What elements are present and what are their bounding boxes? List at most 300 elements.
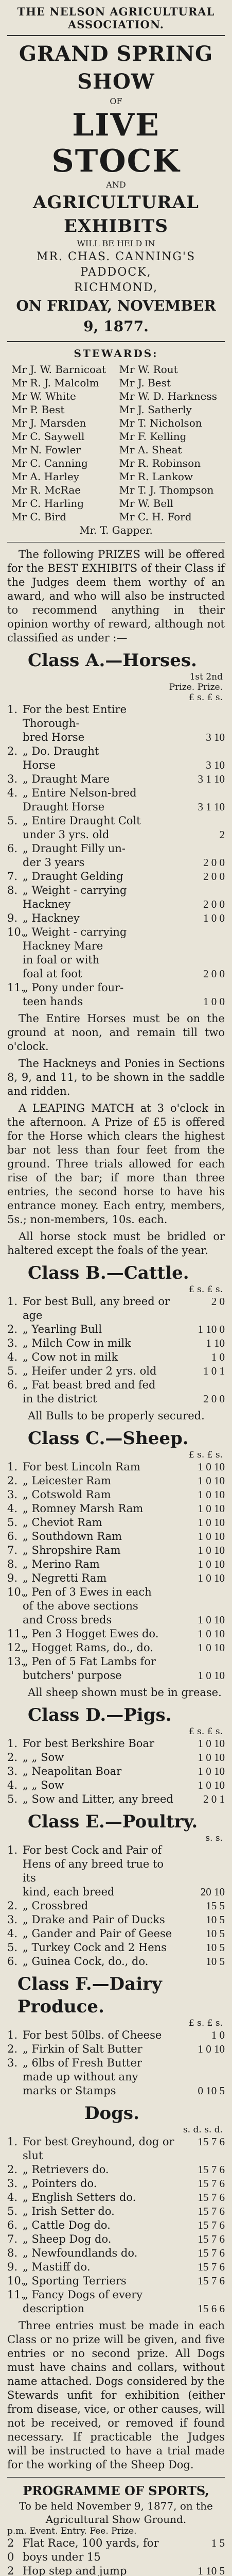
item-desc: For best Greyhound, dog or slut <box>23 2136 174 2162</box>
list-item <box>7 800 225 814</box>
divider <box>7 542 225 543</box>
item-no: 8. <box>7 1558 18 1570</box>
item-no <box>7 2070 23 2084</box>
steward: Mr N. Fowler <box>11 444 81 456</box>
list-item <box>7 1460 225 1474</box>
item-no: 1. <box>7 1295 18 1308</box>
item-no: 3. <box>7 1765 18 1777</box>
list-item <box>7 1295 225 1323</box>
item-no: 11. <box>7 2289 25 2301</box>
item-prize: 2 0 0 <box>203 856 225 869</box>
item-no <box>7 1392 23 1406</box>
item-prize: 2 0 0 <box>203 898 225 910</box>
list-item <box>7 1751 225 1765</box>
item-no: 9. <box>7 1572 18 1584</box>
item-desc: „ Negretti Ram <box>23 1572 107 1584</box>
steward: Mr A. Harley <box>11 470 80 483</box>
item-no: 6. <box>7 842 18 855</box>
item-prize <box>177 925 225 939</box>
steward: Mr C. Canning <box>11 457 88 469</box>
item-no: 1. <box>7 1737 18 1750</box>
item-no: 5. <box>7 2205 18 2217</box>
item-prize: 2 <box>219 828 225 841</box>
item-no: 2 0 <box>7 2537 14 2563</box>
item-prize: 1 0 10 <box>198 1628 225 1640</box>
dogs-title: Dogs. <box>84 2103 139 2124</box>
list-item <box>7 939 225 953</box>
list-item <box>7 731 225 744</box>
class-a-note: The Entire Horses must be on the ground at noon, and remain till two o'clock. <box>7 1012 225 1053</box>
item-no: 10. <box>7 2275 25 2287</box>
item-desc: „ Pen of 5 Fat Lambs for <box>23 1655 156 1668</box>
item-prize: 2 0 1 <box>203 1793 225 1805</box>
item-prize: 1 0 10 <box>198 1737 225 1750</box>
list-item <box>7 744 225 758</box>
item-no: 2. <box>7 1900 18 1912</box>
steward: Mr R. Robinson <box>119 457 201 469</box>
item-desc: „ Heifer under 2 yrs. old <box>23 1365 157 1377</box>
divider <box>7 2477 225 2478</box>
class-d-title: Class D.—Pigs. <box>28 1705 172 1725</box>
item-no <box>7 1613 23 1627</box>
item-no <box>7 2084 23 2098</box>
steward: Mr W. D. Harkness <box>119 390 217 402</box>
list-item <box>7 1778 225 1792</box>
item-no <box>7 967 23 981</box>
class-a-cols: 1st 2nd <box>189 672 223 682</box>
list-item <box>7 981 225 995</box>
item-no <box>7 1885 23 1899</box>
list-item <box>7 884 225 897</box>
item-desc: For best Lincoln Ram <box>23 1461 140 1473</box>
item-no: 8. <box>7 884 18 896</box>
item-prize: 3 1 10 <box>198 801 225 813</box>
item-desc: „ Drake and Pair of Ducks <box>23 1913 165 1926</box>
item-desc: Draught Horse <box>23 801 105 813</box>
item-prize: 1 0 10 <box>198 1765 225 1777</box>
item-no <box>7 897 23 911</box>
item-prize: 10 5 <box>206 1913 225 1926</box>
item-prize: 1 0 10 <box>198 1558 225 1570</box>
item-no: 7. <box>7 1544 18 1556</box>
programme-sub-2: Agricultural Show Ground. <box>45 2513 187 2526</box>
item-prize: 15 7 6 <box>198 2191 225 2204</box>
item-no: 2. <box>7 1475 18 1487</box>
item-prize: 15 7 6 <box>198 2247 225 2259</box>
item-desc: „ Draught Filly un- <box>23 842 126 855</box>
list-item <box>7 1927 225 1941</box>
item-prize: 15 7 6 <box>198 2177 225 2190</box>
item-prize: 2 0 0 <box>203 968 225 980</box>
item-desc: bred Horse <box>23 731 85 743</box>
item-desc: „ Merino Ram <box>23 1558 100 1570</box>
item-prize: 1 0 10 <box>198 1516 225 1529</box>
item-desc: Horse <box>23 759 56 771</box>
item-prize: 15 7 6 <box>198 2275 225 2287</box>
item-desc: For best Bull, any breed or age <box>23 1295 170 1321</box>
list-item <box>7 1571 225 1585</box>
list-item <box>7 2302 225 2316</box>
list-item <box>7 2177 225 2191</box>
item-desc: „ Sheep Dog do. <box>23 2233 112 2245</box>
item-no: 1. <box>7 2029 18 2041</box>
class-e-cols: s. s. <box>205 1833 223 1843</box>
item-desc: Hackney Mare <box>23 940 103 952</box>
item-no: 1. <box>7 1844 18 1856</box>
agri-title: AGRICULTURAL EXHIBITS <box>33 192 199 236</box>
item-prize: 1 10 5 <box>198 2565 225 2576</box>
item-desc: „ Gander and Pair of Geese <box>23 1927 172 1940</box>
item-prize: 10 5 <box>206 1941 225 1954</box>
class-a-cols-3: £ s. £ s. <box>188 692 223 703</box>
item-desc: description <box>23 2302 84 2315</box>
item-desc: „ Mastiff do. <box>23 2261 91 2273</box>
programme-title: PROGRAMME OF SPORTS, <box>23 2483 209 2498</box>
item-no: 6. <box>7 1530 18 1543</box>
item-desc: marks or Stamps <box>23 2084 116 2097</box>
item-no: 6. <box>7 1379 18 1391</box>
item-no: 3. <box>7 1488 18 1501</box>
item-no: 2. <box>7 2043 18 2055</box>
item-desc: „ Retrievers do. <box>23 2163 109 2176</box>
item-prize: 1 5 <box>211 2537 225 2549</box>
list-item <box>7 1585 225 1599</box>
class-e-list <box>7 1843 225 1969</box>
item-desc: „ Yearling Bull <box>23 1323 102 1335</box>
item-desc: der 3 years <box>23 856 85 869</box>
town: RICHMOND, <box>74 281 158 294</box>
item-no: 7. <box>7 870 18 883</box>
item-prize: 1 0 10 <box>198 1751 225 1764</box>
list-item <box>7 2260 225 2274</box>
item-prize: 1 0 10 <box>198 2043 225 2055</box>
item-no: 8. <box>7 2247 18 2259</box>
stewards-title: STEWARDS: <box>74 347 158 360</box>
item-no: 4. <box>7 787 18 799</box>
item-no <box>7 939 23 953</box>
list-item <box>7 1885 225 1899</box>
list-item <box>7 2070 225 2084</box>
list-item <box>7 2218 225 2232</box>
item-no: 4. <box>7 1502 18 1515</box>
item-prize: 15 7 6 <box>198 2136 225 2148</box>
class-f-cols: £ s. £ s. <box>188 2018 223 2028</box>
item-no: 3. <box>7 1337 18 1349</box>
steward: Mr R. Lankow <box>119 470 193 483</box>
class-a-note: A LEAPING MATCH at 3 o'clock in the afternoon. A Prize of £5 is offered for the Horse which clears the highest bar not less than four feet from the ground. Three trials allowed for each rise of the bar; if more than three entries, the second horse to have his entrance money. Each entry, members, 5s.; non-members, 10s. each. <box>7 1102 225 1226</box>
item-prize: 15 5 <box>206 1900 225 1912</box>
item-desc: „ Cattle Dog do. <box>23 2219 111 2231</box>
item-no: 4. <box>7 1927 18 1940</box>
list-item <box>7 758 225 772</box>
list-item <box>7 2232 225 2246</box>
list-item <box>7 1530 225 1544</box>
list-item <box>7 1599 225 1613</box>
class-c-cols: £ s. £ s. <box>188 1450 223 1460</box>
item-desc: „ Fat beast bred and fed <box>23 1379 156 1391</box>
steward: Mr C. H. Ford <box>119 511 192 523</box>
list-item <box>7 995 225 1009</box>
item-no: 7. <box>7 2233 18 2245</box>
list-item <box>7 953 225 967</box>
list-item <box>7 1627 225 1641</box>
programme-sub: To be held November 9, 1877, on the <box>19 2500 213 2512</box>
item-no: 4. <box>7 1779 18 1791</box>
item-desc: „ Neapolitan Boar <box>23 1765 122 1777</box>
item-prize: 3 10 <box>206 731 225 743</box>
item-prize: 10 5 <box>206 1955 225 1968</box>
item-desc: „ Cheviot Ram <box>23 1516 102 1529</box>
list-item <box>7 2191 225 2205</box>
list-item <box>7 856 225 870</box>
item-desc: Hackney <box>23 898 71 910</box>
item-no: 5. <box>7 1516 18 1529</box>
item-desc: and Cross breds <box>23 1614 112 1626</box>
item-desc: For the best Entire Thorough- <box>23 703 127 730</box>
item-no: 3. <box>7 2057 18 2069</box>
steward: Mr W. Rout <box>119 363 178 376</box>
item-prize <box>177 1843 225 1885</box>
item-prize: 1 0 <box>211 2029 225 2041</box>
item-desc: of the above sections <box>23 1600 138 1612</box>
item-prize: 10 5 <box>206 1927 225 1940</box>
divider <box>7 35 225 36</box>
item-desc: „ Do. Draught <box>23 745 99 757</box>
item-no <box>7 800 23 814</box>
item-desc: „ 6lbs of Fresh Butter <box>23 2057 142 2069</box>
item-desc: „ Milch Cow in milk <box>23 1337 131 1349</box>
live-stock-title: LIVE STOCK <box>51 107 181 179</box>
list-item <box>7 897 225 911</box>
item-desc: „ Draught Gelding <box>23 870 123 883</box>
venue: MR. CHAS. CANNING'S PADDOCK, <box>36 250 196 279</box>
item-no <box>7 995 23 1009</box>
list-item <box>7 2274 225 2288</box>
steward: Mr T. J. Thompson <box>119 484 214 496</box>
class-a-cols-2: Prize. Prize. <box>169 682 223 692</box>
society-name: THE NELSON AGRICULTURAL <box>17 5 215 18</box>
item-prize: 1 10 <box>206 1337 225 1349</box>
list-item <box>7 2028 225 2042</box>
item-desc: „ „ Sow <box>23 1779 64 1791</box>
item-prize: 15 7 6 <box>198 2233 225 2245</box>
list-item <box>7 2135 225 2163</box>
item-prize <box>177 744 225 758</box>
show-date: ON FRIDAY, NOVEMBER 9, 1877. <box>16 297 216 335</box>
item-no: 12. <box>7 1641 25 1654</box>
item-desc: Hop step and jump <box>23 2565 127 2576</box>
dogs-note: Three entries must be made in each Class or no prize will be given, and five entries or no second prize. All Dogs must have chains and collars, without name attached. Dogs considered by the Stewards unfit for exhibition (either from disease, vice, or other causes, will not be received, or removed if found necessary. If practicable the Judges will be instructed to have a trial made for the working of the Sheep Dog. <box>7 2319 225 2471</box>
society-name-2: ASSOCIATION. <box>67 18 165 31</box>
list-item <box>7 870 225 884</box>
steward: Mr F. Kelling <box>119 430 187 443</box>
list-item <box>7 1843 225 1885</box>
item-no: 1. <box>7 2136 18 2148</box>
item-desc: kind, each breed <box>23 1886 115 1898</box>
item-desc: „ Hogget Rams, do., do. <box>23 1641 153 1654</box>
list-item <box>7 1516 225 1530</box>
item-desc: „ English Setters do. <box>23 2191 136 2204</box>
item-desc: „ Crossbred <box>23 1900 88 1912</box>
list-item <box>7 1613 225 1627</box>
item-no: 5. <box>7 1365 18 1377</box>
list-item <box>7 2084 225 2098</box>
item-prize: 2 0 0 <box>203 1393 225 1405</box>
item-no: 5. <box>7 815 18 827</box>
item-prize <box>177 786 225 800</box>
item-no <box>7 953 23 967</box>
item-desc: „ Fancy Dogs of every <box>23 2289 143 2301</box>
item-no: 2 <box>7 2565 14 2576</box>
steward: Mr J. Best <box>119 377 171 389</box>
show-title: GRAND SPRING SHOW <box>19 42 213 94</box>
item-no: 11. <box>7 1628 25 1640</box>
class-c-list <box>7 1460 225 1683</box>
item-prize: 20 10 <box>200 1886 225 1898</box>
steward: Mr P. Best <box>11 403 65 416</box>
item-prize: 1 0 10 <box>198 1461 225 1473</box>
item-no <box>7 758 23 772</box>
list-item <box>7 2056 225 2070</box>
item-prize: 1 0 <box>211 1351 225 1363</box>
class-b-title: Class B.—Cattle. <box>28 1263 189 1283</box>
item-prize: 1 0 10 <box>198 1572 225 1584</box>
item-desc: „ Romney Marsh Ram <box>23 1502 144 1515</box>
item-desc: „ Shropshire Ram <box>23 1544 121 1556</box>
item-prize: 3 10 <box>206 759 225 771</box>
item-no: 9. <box>7 912 18 924</box>
item-desc: „ Sporting Terriers <box>23 2275 127 2287</box>
item-desc: „ Pen of 3 Ewes in each <box>23 1586 152 1598</box>
class-c-note: All sheep shown must be in grease. <box>28 1686 222 1699</box>
item-desc: „ Pointers do. <box>23 2177 97 2190</box>
list-item <box>7 1955 225 1969</box>
steward: Mr C. Harling <box>11 497 84 510</box>
item-no: 6. <box>7 2219 18 2231</box>
steward: Mr R. McRae <box>11 484 81 496</box>
item-prize <box>177 703 225 731</box>
item-desc: „ Weight - carrying <box>23 884 127 896</box>
item-prize <box>177 953 225 967</box>
list-item <box>7 814 225 828</box>
list-item <box>7 2163 225 2177</box>
item-prize: 15 7 6 <box>198 2205 225 2217</box>
class-a-list <box>7 703 225 1009</box>
class-c-title: Class C.—Sheep. <box>28 1428 189 1449</box>
list-item <box>7 1913 225 1927</box>
class-d-list <box>7 1737 225 1806</box>
item-desc: butchers' purpose <box>23 1669 122 1682</box>
list-item <box>7 1502 225 1516</box>
list-item <box>7 1899 225 1913</box>
item-no: 2. <box>7 1751 18 1764</box>
divider <box>7 341 225 342</box>
item-prize <box>177 939 225 953</box>
item-prize: 1 0 1 <box>203 1365 225 1377</box>
item-desc: „ Southdown Ram <box>23 1530 122 1543</box>
list-item <box>7 703 225 731</box>
list-item <box>7 1641 225 1655</box>
item-no: 5. <box>7 1941 18 1954</box>
programme-list <box>7 2536 225 2576</box>
list-item <box>7 828 225 842</box>
item-prize: 15 7 6 <box>198 2219 225 2231</box>
item-desc: „ Sow and Litter, any breed <box>23 1793 173 1805</box>
list-item <box>7 1655 225 1669</box>
item-desc: „ Entire Nelson-bred <box>23 787 137 799</box>
item-prize <box>177 884 225 897</box>
list-item <box>7 1544 225 1557</box>
item-prize <box>177 1655 225 1669</box>
item-desc: made up without any <box>23 2071 138 2083</box>
list-item <box>7 925 225 939</box>
item-desc: „ Turkey Cock and 2 Hens <box>23 1941 167 1954</box>
item-prize: 2 0 0 <box>203 870 225 883</box>
item-no <box>7 1599 23 1613</box>
item-no: 3. <box>7 773 18 785</box>
item-no: 3. <box>7 1913 18 1926</box>
stewards-list <box>7 363 225 523</box>
item-prize <box>177 2288 225 2302</box>
item-prize: 1 0 10 <box>198 1614 225 1626</box>
item-desc: „ Newfoundlands do. <box>23 2247 138 2259</box>
list-item <box>7 1474 225 1488</box>
item-desc: For best Berkshire Boar <box>23 1737 154 1750</box>
steward: Mr T. Nicholson <box>119 417 202 429</box>
item-desc: For best 50lbs. of Cheese <box>23 2029 162 2041</box>
list-item <box>7 1364 225 1378</box>
steward: Mr J. W. Barnicoat <box>11 363 106 376</box>
item-prize: 1 0 10 <box>198 1502 225 1515</box>
list-item <box>7 2042 225 2056</box>
item-desc: For best Cock and Pair of Hens of any breed true to its <box>23 1844 164 1884</box>
list-item <box>7 1557 225 1571</box>
list-item <box>7 2205 225 2218</box>
item-desc: „ Draught Mare <box>23 773 110 785</box>
item-desc: „ Weight - carrying <box>23 926 127 938</box>
item-prize: 1 10 0 <box>198 1323 225 1335</box>
list-item <box>7 2288 225 2302</box>
steward: Mr C. Bird <box>11 511 67 523</box>
item-prize: 1 0 10 <box>198 1641 225 1654</box>
list-item <box>7 1323 225 1336</box>
list-item <box>7 772 225 786</box>
class-f-list <box>7 2028 225 2098</box>
item-prize: 0 10 5 <box>198 2084 225 2097</box>
item-prize <box>177 981 225 995</box>
item-desc: „ Leicester Ram <box>23 1475 111 1487</box>
item-prize <box>177 2056 225 2070</box>
item-prize <box>177 1378 225 1392</box>
class-b-list <box>7 1295 225 1406</box>
item-no: 4. <box>7 1351 18 1363</box>
steward: Mr W. White <box>11 390 76 402</box>
intro-text: The following PRIZES will be offered for the BEST EXHIBITS of their Class if the Judges deem them worthy of an award, and who will also be instructed to recommend anything in their opinion worthy of reward, although not classified as under :— <box>7 548 225 644</box>
item-desc: under 3 yrs. old <box>23 828 110 841</box>
class-d-cols: £ s. £ s. <box>188 1726 223 1737</box>
item-prize: 2 0 <box>211 1295 225 1308</box>
list-item <box>7 1488 225 1502</box>
list-item <box>7 1336 225 1350</box>
item-prize: 1 0 10 <box>198 1669 225 1682</box>
list-item <box>7 1350 225 1364</box>
item-prize: 1 0 10 <box>198 1544 225 1556</box>
item-desc: „ Guinea Cock, do., do. <box>23 1955 149 1968</box>
item-no: 5. <box>7 1793 18 1805</box>
item-desc: foal at foot <box>23 968 82 980</box>
item-no: 9. <box>7 2261 18 2273</box>
item-no: 2. <box>7 2163 18 2176</box>
